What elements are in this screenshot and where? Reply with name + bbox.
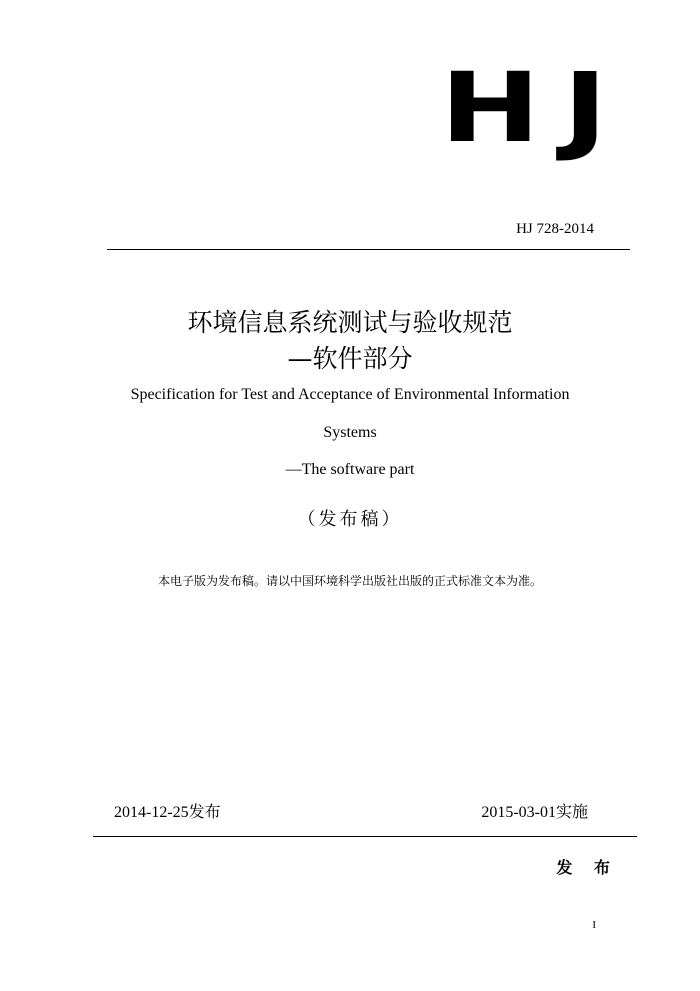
publish-date: 2014-12-25发布	[114, 804, 221, 821]
title-english-sub: —The software part	[285, 461, 415, 478]
footer-divider	[93, 836, 637, 837]
hj-logo: HJ	[439, 52, 630, 164]
header-divider	[107, 249, 630, 250]
title-english-line1: Specification for Test and Acceptance of Environmental Information	[130, 386, 570, 403]
edition-notice: 本电子版为发布稿。请以中国环境科学出版社出版的正式标准文本为准。	[157, 574, 542, 588]
effective-date: 2015-03-01实施	[481, 804, 588, 821]
standard-code: HJ 728-2014	[516, 221, 594, 237]
title-chinese-sub: —软件部分	[287, 344, 413, 373]
publisher-label: 发 布	[556, 858, 618, 877]
draft-label: （发布稿）	[297, 509, 403, 529]
page-number: I	[592, 919, 596, 931]
title-chinese-main: 环境信息系统测试与验收规范	[187, 308, 513, 337]
title-english-line2: Systems	[323, 424, 377, 441]
